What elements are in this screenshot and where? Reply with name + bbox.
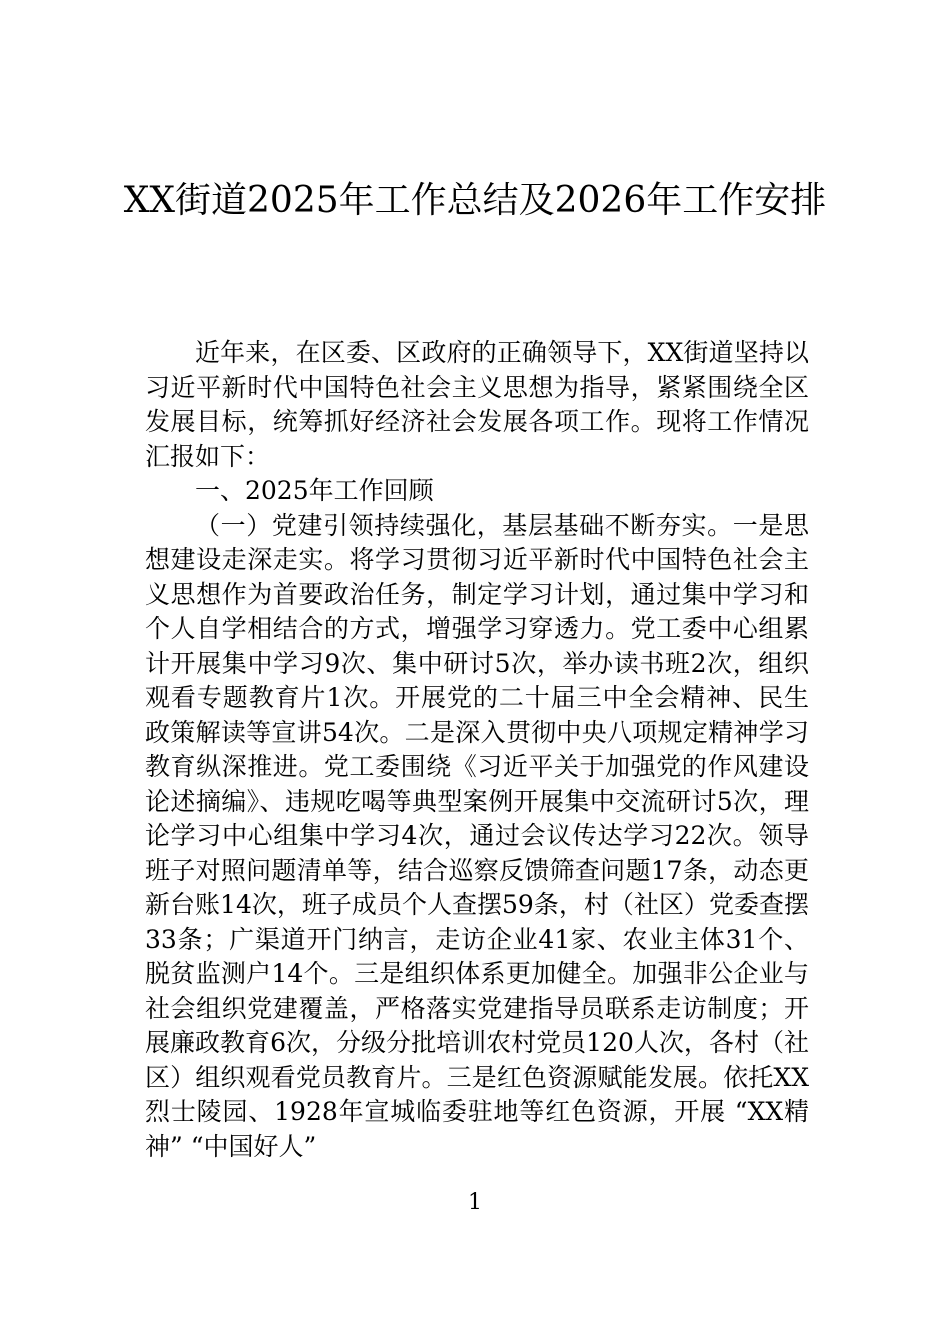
document-body <box>145 336 809 1164</box>
section-heading: 一、2025年工作回顾 <box>195 476 434 505</box>
body-paragraph: （一）党建引领持续强化，基层基础不断夯实。一是思想建设走深走实。将学习贯彻习近平新时代中国特色社会主义思想作为首要政治任务，制定学习计划，通过集中学习和个人自学相结合的方式，增强学习穿透力。党工委中心组累计开展集中学习9次、集中研讨5次，举办读书班2次，组织观看专题教育片1次。开展党的二十届三中全会精神、民生政策解读等宣讲54次。二是深入贯彻中央八项规定精神学习教育纵深推进。党工委围绕《习近平关于加强党的作风建设论述摘编》、违规吃喝等典型案例开展集中交流研讨5次，理论学习中心组集中学习4次，通过会议传达学习22次。领导班子对照问题清单等，结合巡察反馈筛查问题17条，动态更新台账14次，班子成员个人查摆59条，村（社区）党委查摆33条；广渠道开门纳言，走访企业41家、农业主体31个、脱贫监测户14个。三是组织体系更加健全。加强非公企业与社会组织党建覆盖，严格落实党建指导员联系走访制度；开展廉政教育6次，分级分批培训农村党员120人次，各村（社区）组织观看党员教育片。三是红色资源赋能发展。依托XX烈士陵园、1928年宣城临委驻地等红色资源，开展 “XX精神” “中国好人” <box>145 510 809 1161</box>
document-title: XX街道2025年工作总结及2026年工作安排 <box>123 180 827 221</box>
page-number: 1 <box>468 1190 482 1215</box>
intro-paragraph: 近年来，在区委、区政府的正确领导下，XX街道坚持以习近平新时代中国特色社会主义思想为指导，紧紧围绕全区发展目标，统筹抓好经济社会发展各项工作。现将工作情况汇报如下： <box>145 338 809 471</box>
